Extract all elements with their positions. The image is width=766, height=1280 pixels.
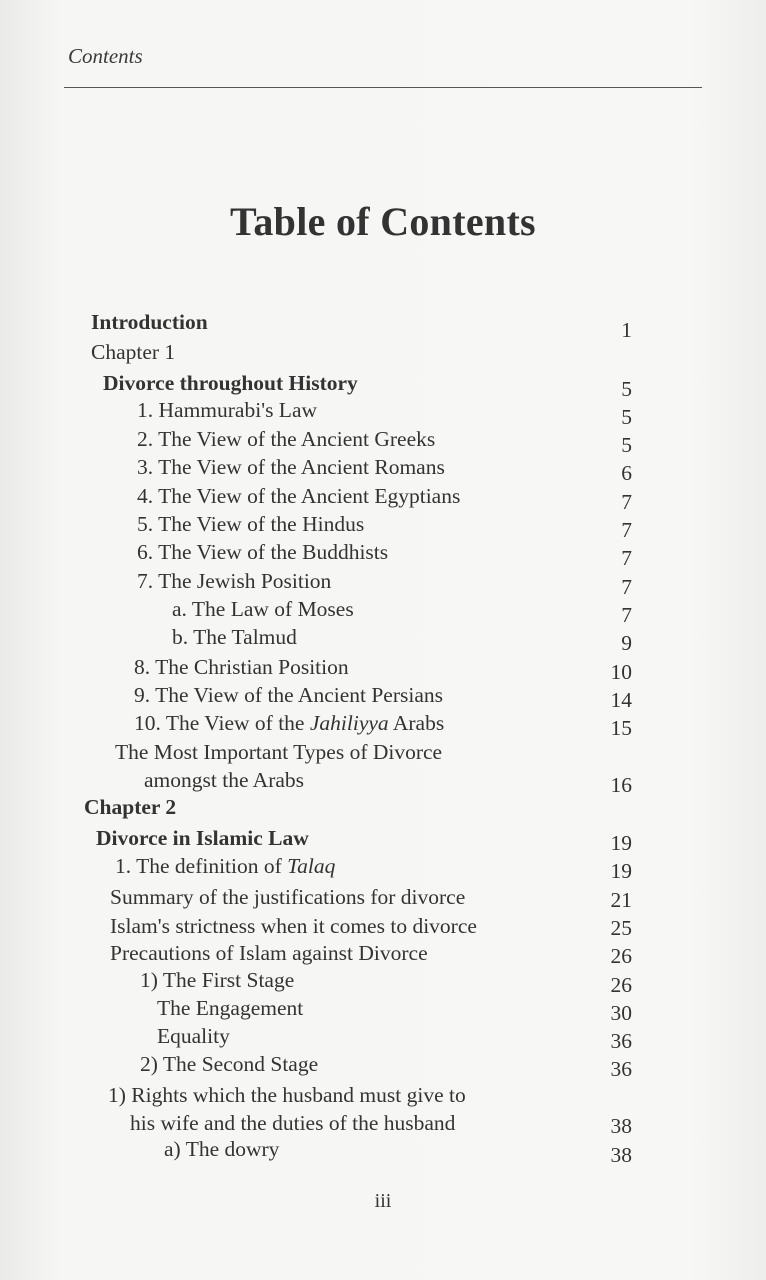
toc-entry: The Most Important Types of Divorce: [115, 740, 443, 764]
toc-entry: 5. The View of the Hindus: [137, 512, 365, 536]
header-rule: [64, 87, 702, 88]
toc-entry: The Engagement: [157, 996, 304, 1020]
toc-entry: 1) The First Stage: [140, 968, 295, 992]
toc-entry: amongst the Arabs: [144, 768, 305, 792]
toc-page-number: 21: [610, 888, 632, 912]
toc-chapter-2: Chapter 2: [84, 795, 177, 819]
page-title: Table of Contents: [230, 199, 536, 244]
toc-entry: Precautions of Islam against Divorce: [110, 941, 428, 965]
toc-page-number: 26: [610, 973, 632, 997]
toc-entry: 1. Hammurabi's Law: [137, 398, 318, 422]
toc-entry: Islam's strictness when it comes to divorce: [110, 914, 477, 938]
toc-entry: a. The Law of Moses: [172, 597, 354, 621]
toc-page-number: 36: [610, 1029, 632, 1053]
toc-entry: 6. The View of the Buddhists: [137, 540, 389, 564]
toc-entry-divorce-history: Divorce throughout History: [103, 371, 358, 395]
toc-page-number: 7: [621, 575, 632, 599]
toc-page-number: 38: [610, 1143, 632, 1167]
page-number-folio: iii: [374, 1190, 392, 1212]
toc-page-number: 10: [610, 660, 632, 684]
toc-entry: 1) Rights which the husband must give to: [108, 1083, 466, 1107]
toc-entry: Equality: [157, 1024, 230, 1048]
toc-page-number: 7: [621, 518, 632, 542]
toc-page-number: 1: [621, 318, 632, 342]
toc-page-number: 9: [621, 631, 632, 655]
toc-entry-divorce-islamic-law: Divorce in Islamic Law: [96, 826, 309, 850]
toc-chapter-1: Chapter 1: [91, 340, 176, 364]
toc-page-number: 7: [621, 603, 632, 627]
toc-page-number: 36: [610, 1057, 632, 1081]
toc-entry-talaq: 1. The definition of Talaq: [115, 854, 336, 878]
toc-page-number: 6: [621, 461, 632, 485]
toc-page-number: 14: [610, 688, 632, 712]
toc-entry: a) The dowry: [164, 1137, 280, 1161]
toc-page-number: 19: [610, 831, 632, 855]
toc-page-number: 5: [621, 433, 632, 457]
toc-entry: 8. The Christian Position: [134, 655, 349, 679]
toc-page-number: 25: [610, 916, 632, 940]
toc-entry-jahiliyya: 10. The View of the Jahiliyya Arabs: [134, 711, 445, 735]
toc-page-number: 5: [621, 405, 632, 429]
toc-entry: 7. The Jewish Position: [137, 569, 332, 593]
toc-entry: 2) The Second Stage: [140, 1052, 319, 1076]
toc-page-number: 38: [610, 1114, 632, 1138]
toc-page-number: 26: [610, 944, 632, 968]
toc-entry: his wife and the duties of the husband: [130, 1111, 456, 1135]
toc-page-number: 7: [621, 490, 632, 514]
toc-page-number: 15: [610, 716, 632, 740]
toc-page-number: 5: [621, 377, 632, 401]
toc-page-number: 19: [610, 859, 632, 883]
toc-entry: b. The Talmud: [172, 625, 297, 649]
toc-entry: 2. The View of the Ancient Greeks: [137, 427, 436, 451]
toc-entry: 9. The View of the Ancient Persians: [134, 683, 444, 707]
toc-entry: 4. The View of the Ancient Egyptians: [137, 484, 461, 508]
toc-page-number: 30: [610, 1001, 632, 1025]
toc-page-number: 7: [621, 546, 632, 570]
running-head: Contents: [68, 44, 143, 68]
toc-entry: Summary of the justifications for divorce: [110, 885, 466, 909]
toc-page-number: 16: [610, 773, 632, 797]
toc-entry: 3. The View of the Ancient Romans: [137, 455, 445, 479]
toc-entry-introduction: Introduction: [91, 310, 208, 334]
